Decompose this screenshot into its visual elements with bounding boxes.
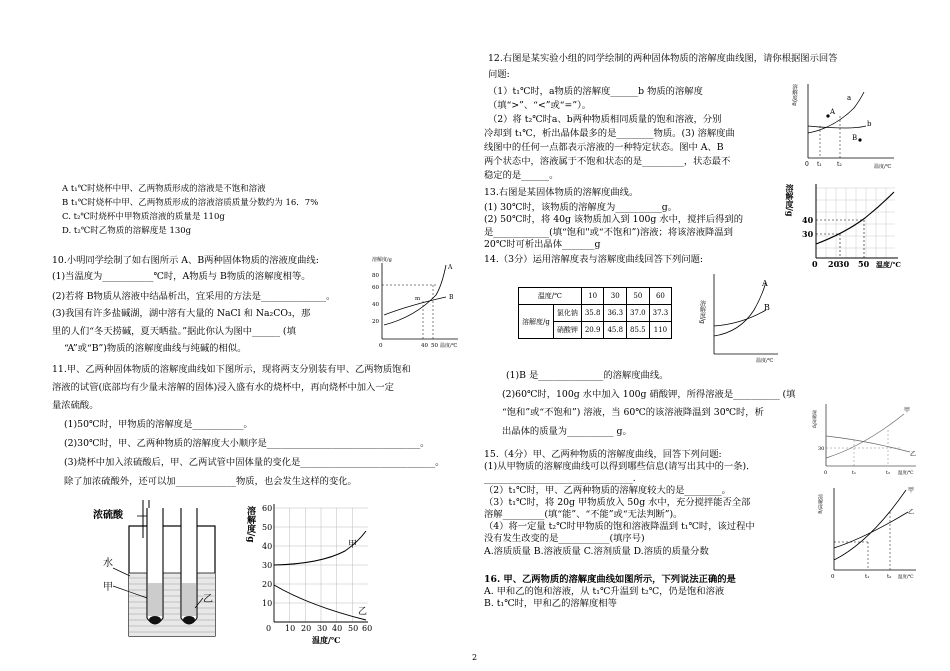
q12-part2: （2）将 t₂℃时a、b两种物质相同质量的饱和溶液，分别: [488, 114, 722, 125]
jia-label: 甲: [103, 582, 113, 593]
q16-solubility-figure: [817, 482, 922, 582]
q11-line3: 量浓硫酸。: [52, 400, 99, 411]
jia-label: 甲: [904, 407, 911, 414]
q11-solubility-chart: [245, 496, 380, 646]
q15-part1: (1)从甲物质的溶解度曲线可以得到哪些信息(请写出其中的一条)．: [484, 461, 756, 472]
q10-solubility-figure: [370, 255, 465, 350]
q10-part3-line3: “A”或“B”)物质的溶解度曲线与纯碱的相似。: [64, 343, 247, 354]
y-tick: 30: [262, 561, 273, 570]
yi-label: 乙: [910, 451, 917, 458]
label-a: A: [448, 264, 453, 271]
q8-option-d: D. t₂℃时乙物质的溶解度是 130g: [62, 226, 192, 236]
x-tick: t₂: [887, 574, 892, 580]
label-m: m: [415, 296, 421, 302]
beaker-illustration: [85, 498, 235, 643]
table-cell: 110: [649, 322, 672, 339]
x-tick: 0: [812, 259, 818, 269]
q12-part3b: 两个状态中，溶液属于不饱和状态的是_________，状态最不: [484, 156, 731, 167]
x-tick: 30: [317, 624, 328, 633]
q14-solubility-figure: [698, 270, 782, 365]
q10-ytick: 80: [372, 273, 379, 279]
q15-options: A.溶质质量 B.溶液质量 C.溶剂质量 D.溶质的质量分数: [484, 546, 709, 557]
q10-ytick: 60: [372, 285, 379, 291]
curve-yi: [834, 512, 908, 548]
q15-title: 15.（4分）甲、乙两种物质的溶解度曲线，回答下列问题:: [484, 449, 722, 460]
q12-ylabel: 溶解度/g: [791, 84, 797, 106]
x-tick: t₁: [852, 470, 857, 476]
q10-title: 10.小明同学绘制了如右图所示 A、B两种固体物质的溶液度曲线:: [52, 255, 319, 266]
q10-ytick: 20: [372, 319, 379, 325]
q15-part3b: 溶解_________(填“能”、“不能”或“无法判断”)。: [484, 509, 683, 520]
x-tick: 20: [301, 624, 312, 633]
y-tick: 30: [802, 229, 814, 239]
q16-option-a: A. 甲和乙的饱和溶液，从 t₁℃升温到 t₂℃，仍是饱和溶液: [484, 586, 725, 597]
q10-part1: (1)当温度为___________℃时，A物质与 B物质的溶解度相等。: [52, 271, 311, 282]
table-header: 10: [581, 288, 604, 305]
q10-ytick: 40: [372, 302, 379, 308]
q12-xlabel: 温度/℃: [874, 164, 892, 170]
q12-part1b: （填“>”、“<”或“=”）。: [488, 100, 592, 111]
q13-xlabel: 温度/℃: [876, 260, 901, 269]
label-B: B: [852, 134, 858, 142]
x-tick: t₂: [837, 161, 842, 168]
water-label: 水: [103, 558, 113, 569]
label-b: B: [449, 294, 454, 301]
q14-part2c: 出晶体的质量为__________ g。: [502, 426, 632, 437]
x-tick: 40: [332, 624, 343, 633]
q11-ylabel: 溶解度/g: [245, 506, 255, 543]
q10-xtick: 40: [421, 343, 428, 349]
table-cell: 45.8: [604, 322, 627, 339]
q15-part2: （2）t₁℃时，甲、乙两种物质的溶解度较大的是________。: [484, 485, 731, 496]
q13-ylabel: 溶解度/g: [785, 184, 795, 217]
q12-line1: 12.右图是某实验小组的同学绘制的两种固体物质的溶解度曲线图，请你根据图示回答: [488, 53, 838, 64]
x-tick: 30: [838, 259, 850, 269]
q15-part4b: 没有发生改变的是___________(填序号): [484, 533, 645, 544]
x-tick: t₁: [817, 161, 822, 168]
table-cell: 20.9: [581, 322, 604, 339]
table-cell: 37.0: [627, 305, 650, 322]
q14-title: 14.（3分）运用溶解度表与溶解度曲线回答下列问题:: [484, 254, 704, 265]
q8-option-c: C. t₂℃时烧杯中甲物质溶液的质量是 110g: [62, 212, 225, 222]
x-tick: 10: [285, 624, 296, 633]
y-tick: 40: [802, 215, 814, 225]
q11-line2: 溶液的试管(底部均有少量未溶解的固体)浸入盛有水的烧杯中，再向烧杯中加入一定: [52, 382, 394, 393]
y-tick: 40: [262, 542, 273, 551]
x-tick: t₁: [865, 574, 870, 580]
table-cell: 硝酸钾: [553, 322, 581, 339]
q13-part2b: 是____________(填“饱和"或“不饱和”)溶液；将该溶液降温到: [484, 227, 733, 238]
curve-a: [714, 282, 766, 336]
q13-title: 13.右图是某固体物质的溶解度曲线。: [484, 187, 639, 198]
q10-xtick: 50: [431, 343, 438, 349]
label-a: A: [762, 279, 768, 288]
curve-a: [384, 265, 446, 325]
q10-part3-line2: 里的人们“冬天捞碱，夏天晒盐。”据此你认为图中______ (填: [52, 326, 296, 337]
q11-line1: 11.甲、乙两种固体物质的溶解度曲线如下图所示，现将两支分别装有甲、乙两物质饱和: [52, 364, 411, 375]
q8-option-b: B t₁℃时烧杯中甲、乙两物质形成的溶液溶质质量分数约为 16．7%: [62, 198, 319, 208]
table-cell: 37.3: [649, 305, 672, 322]
table-header: 50: [627, 288, 650, 305]
q12-line2: 问题:: [488, 69, 510, 80]
q14-solubility-table: [518, 287, 672, 339]
q11-xlabel: 温度/℃: [312, 635, 341, 645]
table-cell: 36.3: [604, 305, 627, 322]
q8-option-a: A t₁℃时烧杯中甲、乙两物质形成的溶液是不饱和溶液: [62, 184, 266, 194]
yi-label: 乙: [203, 594, 213, 605]
page-number: 2: [472, 653, 478, 662]
jia-label: 甲: [908, 487, 915, 494]
q15-ylabel: 溶解度/g: [811, 410, 817, 428]
q13-part2c: 20℃时可析出晶体_______g: [484, 239, 601, 250]
q16-option-b: B. t₁℃时，甲和乙的溶解度相等: [484, 598, 617, 609]
q15-solubility-figure: [811, 400, 924, 476]
x-tick: 50: [858, 259, 870, 269]
y-tick: 0: [266, 624, 272, 633]
curve-b: [714, 310, 766, 326]
q11-part2: (2)30℃时，甲、乙两种物质的溶解度大小顺序是_________________________________。: [64, 438, 430, 449]
q12-part3c: 稳定的是______。: [484, 170, 559, 181]
y-tick: 50: [262, 523, 273, 532]
y-tick: 10: [262, 599, 273, 608]
x-tick: 0: [805, 161, 809, 168]
label-b: b: [867, 120, 872, 128]
x-tick: 50: [348, 624, 359, 633]
curve-jia: [834, 490, 906, 560]
q15-part1-blank: ________________________________.: [484, 473, 636, 484]
q15-part4: （4）将一定量 t₂℃时甲物质的饱和溶液降温到 t₁℃时，该过程中: [484, 521, 755, 532]
table-cell: 氯化钠: [553, 305, 581, 322]
q13-solubility-figure: [785, 178, 910, 270]
acid-label: 浓硫酸: [93, 510, 123, 521]
jia-curve-label: 甲: [348, 540, 358, 550]
x-tick: 20: [828, 259, 840, 269]
q11-part3-extra: 除了加浓硫酸外，还可以加_____________物质，也会发生这样的变化。: [64, 476, 357, 487]
q10-part2: (2)若将 B物质从溶液中结晶析出，宜采用的方法是______________。: [52, 291, 336, 302]
q14-part2b: “饱和”或“不饱和”) 溶液，当 60℃的该溶液降温到 30℃时，析: [502, 407, 764, 418]
q12-part2b: 冷却到 t₁℃，析出晶体最多的是________物质。(3) 溶解度曲: [484, 128, 735, 139]
q16-title: 16. 甲、乙两物质的溶解度曲线如图所示，下列说法正确的是: [484, 574, 736, 585]
table-cell: 35.8: [581, 305, 604, 322]
q10-xlabel: 温度/℃: [440, 343, 458, 349]
y-tick: 30: [818, 446, 825, 452]
label-a: a: [847, 94, 852, 102]
q16-xlabel: 温度/℃: [898, 575, 914, 580]
q10-xtick: 0: [379, 343, 383, 349]
curve-jia: [826, 414, 904, 458]
curve-b: [808, 126, 866, 128]
label-b: B: [764, 303, 770, 312]
q11-part3: (3)烧杯中加入浓硫酸后，甲、乙两试管中固体量的变化是_____________________________。: [64, 457, 445, 468]
x-tick: 0: [831, 574, 835, 580]
q11-part1: (1)50℃时，甲物质的溶解度是___________。: [64, 419, 253, 430]
y-tick: 20: [262, 580, 273, 589]
q14-part2: (2)60℃时，100g 水中加入 100g 硝酸钾，所得溶液是__________ (填: [502, 389, 796, 400]
q13-part2: (2) 50℃时，将 40g 该物质加入到 100g 水中，搅拌后得到的: [484, 214, 743, 225]
q12-solubility-figure: [791, 78, 904, 170]
yi-curve-label: 乙: [358, 607, 368, 617]
q12-part1: （1）t₁℃时，a物质的溶解度______b 物质的溶解度: [488, 86, 703, 97]
curve-yi: [826, 436, 910, 452]
table-cell: 85.5: [627, 322, 650, 339]
table-header: 60: [649, 288, 672, 305]
x-tick: t₂: [886, 470, 891, 476]
q10-part3-line1: (3)我国有许多盐碱湖，湖中溶有大量的 NaCl 和 Na₂CO₃，那: [52, 308, 311, 319]
q16-ylabel: 溶解度/g: [817, 494, 823, 514]
q13-part1: (1) 30℃时，该物质的溶解度为__________g。: [484, 202, 678, 213]
x-tick: 60: [362, 624, 373, 633]
label-A: A: [830, 108, 836, 116]
q10-ylabel: 溶解度/g: [372, 257, 392, 263]
table-rowhead: 溶解度/g: [519, 305, 554, 339]
table-header: 温度/℃: [519, 288, 582, 305]
q14-part1: (1)B 是______________的溶解度曲线。: [506, 370, 669, 381]
q14-ylabel: 溶解度/g: [698, 300, 706, 324]
yi-label: 乙: [908, 509, 915, 516]
q12-part3: 线图中的任何一点都表示溶液的一种特定状态。图中 A、B: [484, 142, 724, 153]
q15-part3: （3）t₁℃时，将 20g 甲物质放入 50g 水中，充分搅拌能否全部: [484, 497, 751, 508]
table-header: 30: [604, 288, 627, 305]
y-tick: 60: [262, 504, 273, 513]
q15-xlabel: 温度/℃: [898, 471, 914, 476]
q14-xlabel: 温度/℃: [756, 358, 774, 364]
x-tick: 0: [824, 470, 828, 476]
